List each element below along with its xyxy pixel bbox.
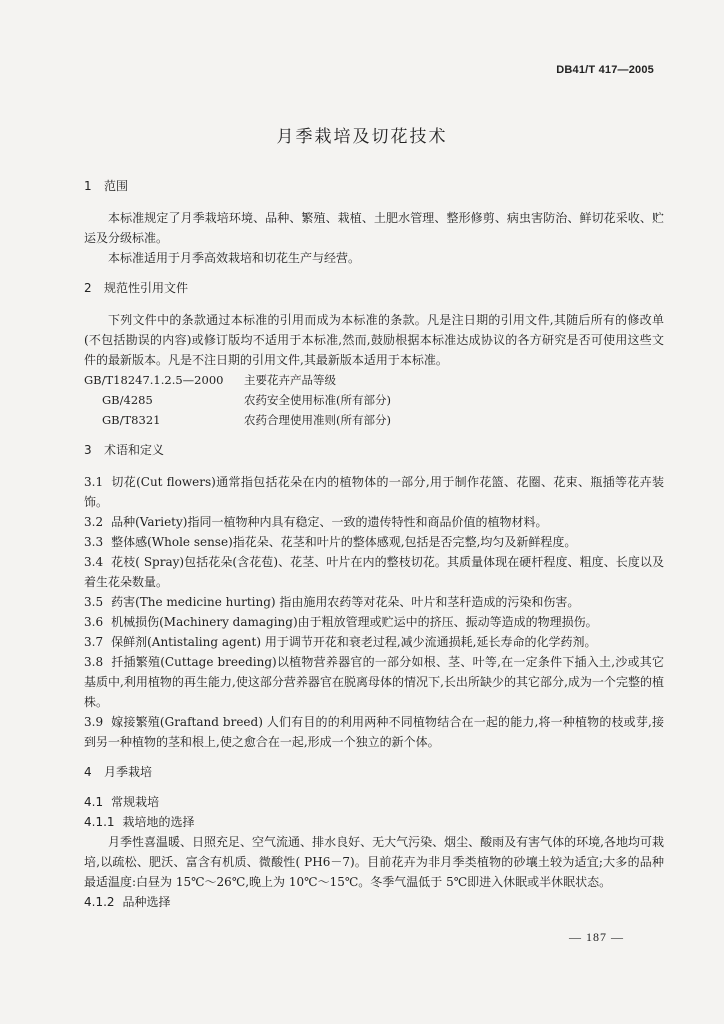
term-definition: 3.4 花枝( Spray)包括花朵(含花苞)、花茎、叶片在内的整枝切花。其质量体现在硬杆程度、粗度、长度以及着生花朵数量。 (84, 555, 664, 589)
section-3-heading: 3 术语和定义 (84, 443, 165, 457)
section-1-paragraph-1: 本标准规定了月季栽培环境、品种、繁殖、栽植、土肥水管理、整形修剪、病虫害防治、鲜切花采收、贮运及分级标准。 (84, 211, 664, 245)
term-definition: 3.6 机械损伤(Machinery damaging)由于粗放管理或贮运中的挤压、振动等造成的物理损伤。 (84, 615, 598, 629)
term-definition: 3.5 药害(The medicine hurting) 指由施用农药等对花朵、叶片和茎秆造成的污染和伤害。 (84, 595, 580, 609)
subsection-4-1-1-paragraph: 月季性喜温暖、日照充足、空气流通、排水良好、无大气污染、烟尘、酸雨及有害气体的环境,各地均可栽培,以疏松、肥沃、富含有机质、微酸性( PH6－7)。目前花卉为非月季类植物的砂壤土较为适宜;大多的品种最适温度:白昼为 15℃～26℃,晚上为 10℃～15℃。冬季气温低于 5℃即进入休眠或半休眠状态。 (84, 835, 664, 889)
term-definition: 3.3 整体感(Whole sense)指花朵、花茎和叶片的整体感观,包括是否完整,均匀及新鲜程度。 (84, 535, 577, 549)
reference-item: GB/T8321 农药合理使用准则(所有部分) (102, 413, 391, 427)
section-2-heading: 2 规范性引用文件 (84, 281, 189, 295)
section-1-heading: 1 范围 (84, 179, 129, 193)
section-4-heading: 4 月季栽培 (84, 765, 153, 779)
page-number: — 187 — (569, 930, 624, 944)
section-1-paragraph-2: 本标准适用于月季高效栽培和切花生产与经营。 (108, 251, 361, 265)
subsection-4-1-2-heading: 4.1.2 品种选择 (84, 895, 171, 909)
term-definition: 3.2 品种(Variety)指同一植物种内具有稳定、一致的遗传特性和商品价值的植物材料。 (84, 515, 548, 529)
document-title: 月季栽培及切花技术 (276, 127, 448, 147)
reference-item: GB/T18247.1.2.5—2000 主要花卉产品等级 (84, 373, 336, 387)
reference-list (84, 370, 664, 430)
term-definition: 3.7 保鲜剂(Antistaling agent) 用于调节开花和衰老过程,减少流通损耗,延长寿命的化学药剂。 (84, 635, 597, 649)
reference-item: GB/4285 农药安全使用标准(所有部分) (102, 393, 391, 407)
term-definition: 3.9 嫁接繁殖(Graftand breed) 人们有目的的利用两种不同植物结合在一起的能力,将一种植物的枝或芽,接到另一种植物的茎和根上,使之愈合在一起,形成一个独立的新个体。 (84, 715, 664, 749)
subsection-4-1-1-heading: 4.1.1 栽培地的选择 (84, 815, 195, 829)
term-definition: 3.1 切花(Cut flowers)通常指包括花朵在内的植物体的一部分,用于制作花篮、花圈、花束、瓶插等花卉装饰。 (84, 475, 664, 509)
subsection-4-1-heading: 4.1 常规栽培 (84, 795, 160, 809)
document-body (84, 176, 664, 912)
standard-code: DB41/T 417—2005 (556, 64, 654, 76)
section-2-paragraph: 下列文件中的条款通过本标准的引用而成为本标准的条款。凡是注日期的引用文件,其随后所有的修改单(不包括勘误的内容)或修订版均不适用于本标准,然而,鼓励根据本标准达成协议的各方研究是否可使用这些文件的最新版本。凡是不注日期的引用文件,其最新版本适用于本标准。 (84, 313, 664, 367)
term-definition: 3.8 扦插繁殖(Cuttage breeding)以植物营养器官的一部分如根、茎、叶等,在一定条件下插入土,沙或其它基质中,利用植物的再生能力,使这部分营养器官在脱离母体的情况下,长出所缺少的其它部分,成为一个完整的植株。 (84, 655, 664, 709)
